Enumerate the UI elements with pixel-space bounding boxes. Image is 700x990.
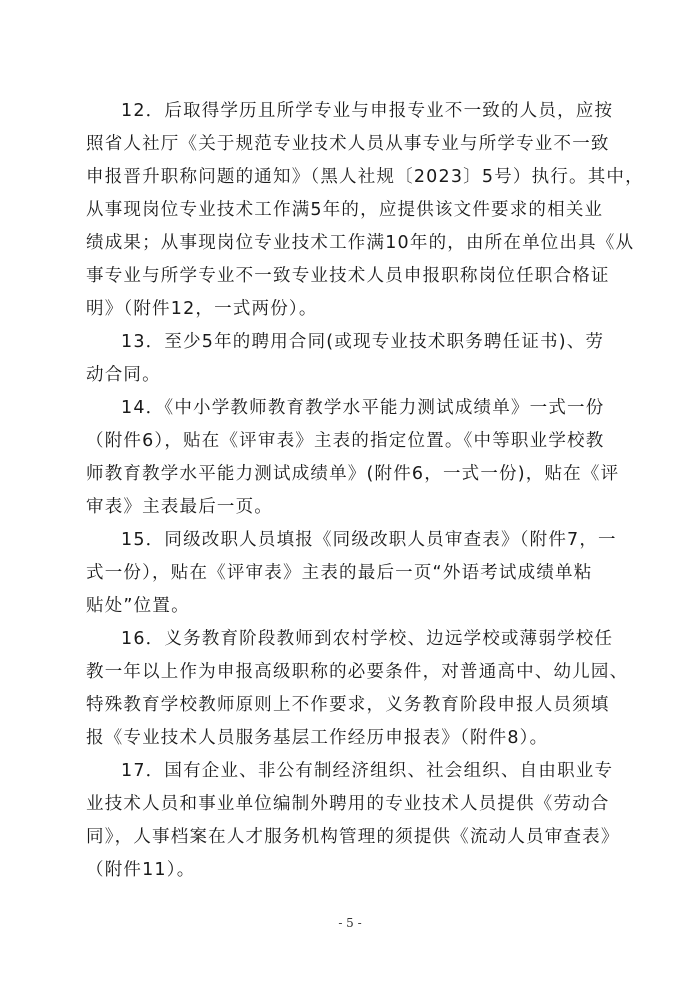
page-number: - 5 - <box>338 916 362 930</box>
text-line: （附件6），贴在《评审表》主表的指定位置。《中等职业学校教 <box>86 431 605 451</box>
text-line: 报《专业技术人员服务基层工作经历申报表》（附件8）。 <box>86 728 549 748</box>
text-line: 12．后取得学历且所学专业与申报专业不一致的人员，应按 <box>121 101 614 121</box>
paragraph-item-17 <box>86 755 620 887</box>
text-line: 业技术人员和事业单位编制外聘用的专业技术人员提供《劳动合 <box>86 794 610 814</box>
text-line: 式一份），贴在《评审表》主表的最后一页“外语考试成绩单粘 <box>86 563 593 583</box>
paragraph-item-13 <box>86 326 620 392</box>
text-line: 师教育教学水平能力测试成绩单》(附件6，一式一份)，贴在《评 <box>86 464 620 484</box>
text-line: 16．义务教育阶段教师到农村学校、边远学校或薄弱学校任 <box>121 629 614 649</box>
text-line: 事专业与所学专业不一致专业技术人员申报职称岗位任职合格证 <box>86 266 610 286</box>
text-line: 教一年以上作为申报高级职称的必要条件，对普通高中、幼儿园、 <box>86 662 629 682</box>
text-line: 贴处”位置。 <box>86 596 190 616</box>
paragraph-item-12 <box>86 95 644 326</box>
paragraph-item-16 <box>86 623 629 755</box>
text-line: 15．同级改职人员填报《同级改职人员审查表》（附件7，一 <box>121 530 617 550</box>
text-line: 申报晋升职称问题的通知》（黑人社规〔2023〕5号）执行。其中， <box>86 167 644 187</box>
text-line: 绩成果；从事现岗位专业技术工作满10年的，由所在单位出具《从 <box>86 233 635 253</box>
text-line: 审表》主表最后一页。 <box>86 497 273 517</box>
paragraph-item-15 <box>86 524 620 623</box>
text-line: 13．至少5年的聘用合同(或现专业技术职务聘任证书)、劳 <box>121 332 605 352</box>
document-body <box>86 95 644 887</box>
paragraph-item-14 <box>86 392 620 524</box>
text-line: 14．《中小学教师教育教学水平能力测试成绩单》一式一份 <box>121 398 605 418</box>
text-line: 从事现岗位专业技术工作满5年的，应提供该文件要求的相关业 <box>86 200 604 220</box>
text-line: 动合同。 <box>86 365 161 385</box>
text-line: 17．国有企业、非公有制经济组织、社会组织、自由职业专 <box>121 761 614 781</box>
text-line: 特殊教育学校教师原则上不作要求，义务教育阶段申报人员须填 <box>86 695 610 715</box>
text-line: 照省人社厅《关于规范专业技术人员从事专业与所学专业不一致 <box>86 134 610 154</box>
text-line: （附件11）。 <box>86 860 196 880</box>
text-line: 同》，人事档案在人才服务机构管理的须提供《流动人员审查表》 <box>86 827 620 847</box>
text-line: 明》（附件12，一式两份）。 <box>86 299 318 319</box>
